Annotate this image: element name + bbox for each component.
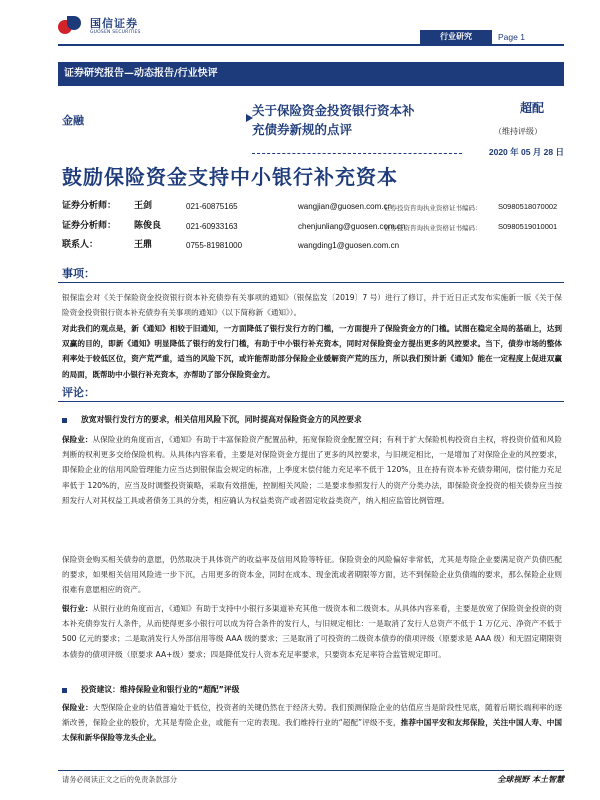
logo-english-name: GUOSEN SECURITIES [90, 30, 141, 36]
logo [58, 14, 141, 40]
analyst-email[interactable]: wangjian@guosen.com.cn [298, 202, 392, 211]
analyst-name: 王剑 [134, 201, 153, 211]
analyst-name: 陈俊良 [134, 221, 162, 231]
insurance-paragraph: 保险业：从保险业的角度而言，《通知》有助于丰富保险资产配置品种，拓宽保险资金配置空间；有利于扩大保险机构投资自主权，将投资价值和风险判断的权利更多交给保险机构。从具体内容来看，主要是对保险资金方提出了更多的风控要求，与旧规定相比，一是增加了对保险企业的风控要求，即保险企业的信用风险管理能力应当达到银保监会规定的标准，上季度末偿付能力充足率不低于 120%，且在持有资本补充债券期间，偿付能力充足率低于 120%的，应当及时调整投资策略，采取有效措施，控制相关风险；二是要求参照发行人的资产分类办法，即保险资金投资的相关债券应当按照发行人对其权益工具或者债务工具的分类，相应确认为权益类资产或者固定收益类资产，纳入相应监管比例管理。 [62, 435, 563, 505]
events-paragraph: 银保监会对《关于保险资金投资银行资本补充债券有关事项的通知》（银保监发〔2019〕7 号）进行了修订，并于近日正式发布实施新一版《关于保险资金投资银行资本补充债券有关事项的通知》（以下简称新《通知》）。 [62, 293, 562, 318]
contact-name: 王鼎 [134, 240, 153, 250]
events-view-paragraph: 对此我们的观点是，新《通知》相较于旧通知，一方面降低了银行发行方的门槛，一方面提升了保险资金方的门槛。试图在稳定全局的基础上，达到双赢的目的，即新《通知》明显降低了银行的发行门槛，有助于中小银行补充资本，同时对保险资金方提出更多的风控要求。当下，债券市场的整体利率处于较低区位，资产荒严重，适当的风险下沉，或许能帮助部分保险企业缓解资产荒的压力，所以我们预计新《通知》能在一定程度上促进双赢的局面，既帮助中小银行补充资本，亦帮助了部分保险资金方。 [62, 324, 562, 379]
report-type-bar: 证券研究报告—动态报告/行业快评 [58, 62, 564, 86]
rating: 超配 [520, 101, 545, 115]
analyst-cert-label: 证券投资咨询执业资格证书编码： [384, 204, 482, 212]
analyst-role: 证券分析师： [62, 201, 117, 211]
sector-label: 金融 [62, 114, 84, 127]
contact-role: 联系人： [62, 240, 99, 250]
investment-paragraph: 保险业：大型保险企业的估值普遍处于低位，投资者的关键仍然在于经济大势。我们预测保险企业的估值应当是阶段性见底，随着后期长端利率的逐渐改善，保险企业的股价，尤其是寿险企业，或能有一定的表现。我们维持行业的“超配”评级不变，推荐中国平安和友邦保险，关注中国人寿、中国太保和新华保险等龙头企业。 [62, 703, 562, 743]
contact-email[interactable]: wangding1@guosen.com.cn [298, 241, 400, 250]
subtitle-line: 关于保险资金投资银行资本补 [252, 103, 415, 118]
events-heading: 事项： [62, 267, 95, 280]
page-number: Page 1 [498, 32, 525, 42]
logo-mark-icon [58, 16, 84, 38]
footer-slogan: 全球视野 本土智慧 [497, 774, 564, 784]
rating-note: （维持评级） [494, 127, 542, 136]
header-rule [58, 44, 564, 46]
bank-paragraph: 银行业：从银行业的角度而言，《通知》有助于支持中小银行多渠道补充其他一级资本和二级资本。从具体内容来看，主要是放宽了保险资金投资的资本补充债券发行人条件，从而使得更多小银行可以成为符合条件的发行人，与旧规定相比：一是取消了发行人总资产不低于 1 万亿元、净资产不低于 500 亿元的要求；二是取消发行人外部信用等级 AAA 级的要求；三是取消了可投资的二级资本债券的债项评级（原要求是 AAA 级）和无固定期限资本债券的债项评级（原要求 AA+级）要求；四是降低发行人资本充足率要求，只要资本充足率符合监管规定即可。 [62, 604, 563, 659]
main-title: 鼓励保险资金支持中小银行补充资本 [62, 165, 398, 189]
section-rule [58, 282, 564, 283]
square-bullet-icon [62, 418, 67, 423]
square-bullet-icon [62, 688, 67, 693]
category-tab: 行业研究 [420, 30, 492, 44]
analyst-email[interactable]: chenjunliang@guosen.com.cn [298, 222, 406, 231]
report-subtitle [252, 101, 492, 139]
footer-disclaimer: 请务必阅读正文之后的免责条款部分 [62, 775, 178, 784]
analyst-cert-label: 证券投资咨询执业资格证书编码： [384, 224, 482, 232]
comments-heading: 评论： [62, 386, 95, 399]
contact-phone: 0755-81981000 [186, 241, 243, 250]
subtitle-line: 充债券新规的点评 [252, 122, 353, 137]
section-rule [58, 401, 564, 402]
analyst-role: 证券分析师： [62, 221, 117, 231]
comment-point-2: 投资建议：维持保险业和银行业的“超配”评级 [62, 684, 562, 695]
analyst-phone: 021-60933163 [186, 222, 238, 231]
footer-rule [58, 770, 564, 771]
analyst-cert-number: S0980519010001 [498, 222, 558, 231]
analyst-phone: 021-60875165 [186, 202, 238, 211]
logo-name: 国信证券 [90, 17, 138, 31]
report-date: 2020 年 05 月 28 日 [488, 147, 564, 157]
analyst-cert-number: S0980518070002 [498, 202, 558, 211]
comment-point-1: 放宽对银行发行方的要求，相关信用风险下沉，同时提高对保险资金方的风控要求 [62, 414, 562, 425]
insurance-paragraph-2: 保险资金购买相关债券的意愿，仍然取决于具体资产的收益率及信用风险等特征。保险资金的风险偏好非常低，尤其是寿险企业要满足资产负债匹配的要求，如果相关信用风险进一步下沉，占用更多的资本金，同时在成本、现金流或者期限等方面，达不到保险企业负债端的要求，那么保险企业则很难有意愿相应的资产。 [62, 555, 562, 595]
date-divider [252, 153, 462, 154]
